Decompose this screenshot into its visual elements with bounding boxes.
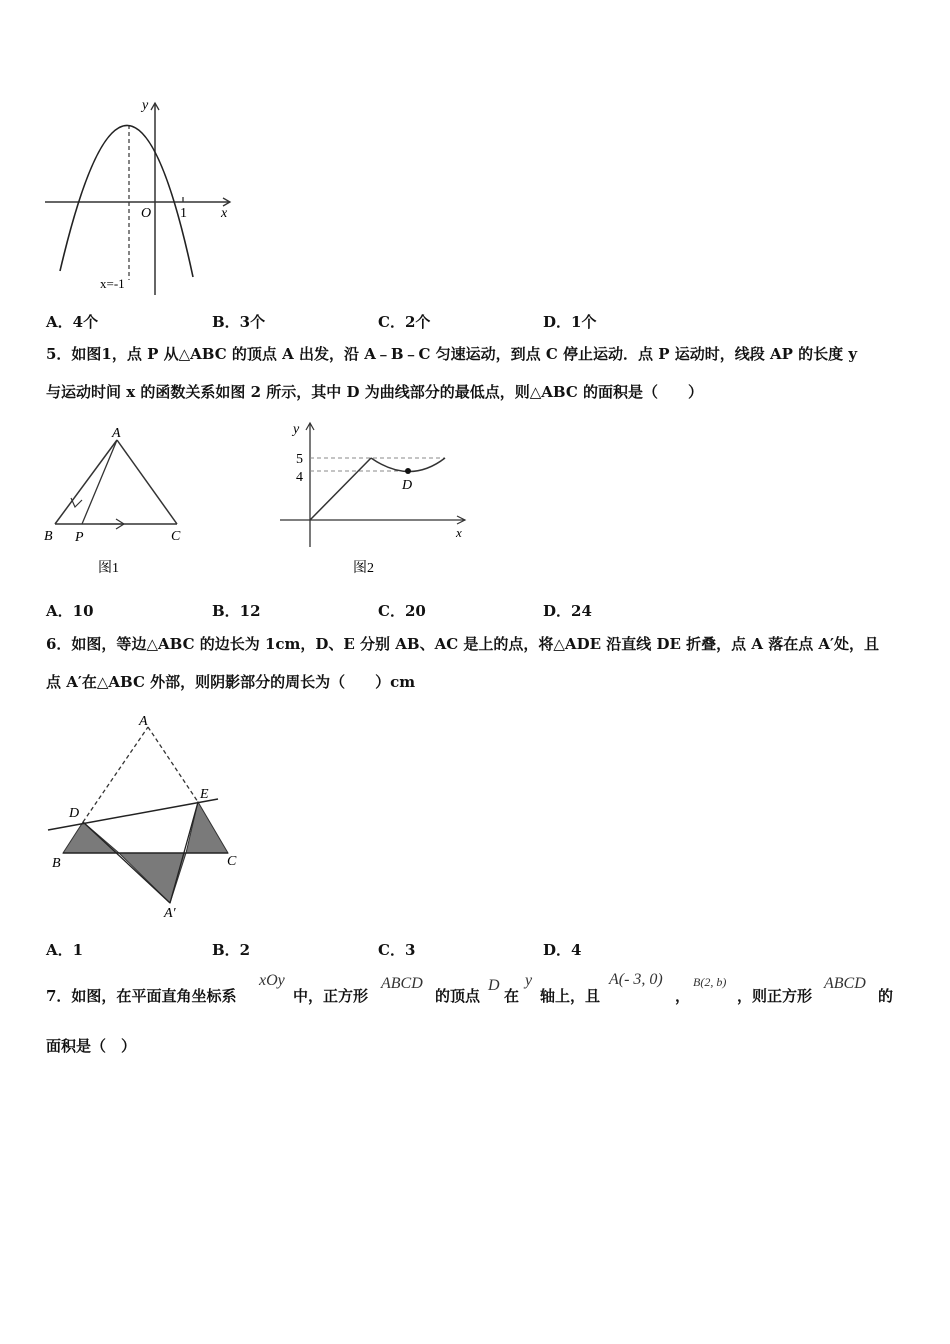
- q6-folded-triangle-figure: [40, 705, 250, 925]
- q7-text-p4: 在: [504, 987, 520, 1005]
- q7-text-p1: 7．如图，在平面直角坐标系: [46, 987, 237, 1005]
- q6-option-d[interactable]: D．4: [543, 941, 582, 959]
- q4-option-c[interactable]: C．2个: [378, 313, 431, 331]
- q7-math-d: D: [488, 977, 500, 994]
- q7-text-p8: 的: [878, 987, 894, 1005]
- fig2-caption: 图2: [353, 561, 374, 576]
- fig2-y-label: y: [293, 422, 300, 437]
- fig2-label-d: D: [402, 478, 413, 493]
- q4-option-d[interactable]: D．1个: [543, 313, 597, 331]
- origin-label: O: [141, 206, 152, 221]
- q5-figure-2: [275, 415, 475, 585]
- q5-option-c[interactable]: C．20: [378, 602, 426, 620]
- fig6-label-b: B: [52, 856, 61, 871]
- fig2-tick-4: 4: [296, 470, 303, 485]
- q6-option-a[interactable]: A．1: [46, 941, 84, 959]
- y-axis-label: y: [142, 98, 149, 113]
- fig1-caption: 图1: [98, 561, 119, 576]
- q7-math-point-a: A(- 3, 0): [609, 971, 663, 988]
- q7-text-p5: 轴上，且: [540, 987, 601, 1005]
- q7-math-point-b: B(2, b): [693, 975, 727, 989]
- fig1-label-b: B: [44, 529, 53, 544]
- fig6-label-d: D: [69, 806, 80, 821]
- q7-math-abcd-1: ABCD: [381, 975, 423, 992]
- q7-text-p3: 的顶点: [435, 987, 481, 1005]
- fig2-tick-5: 5: [296, 452, 303, 467]
- q5-option-a[interactable]: A．10: [46, 602, 94, 620]
- fig1-label-c: C: [171, 529, 181, 544]
- tick-label-1: 1: [180, 206, 187, 221]
- x-axis-label: x: [221, 206, 228, 221]
- fig1-label-a: A: [112, 426, 121, 441]
- q7-math-y: y: [525, 972, 533, 989]
- q7-text-p2: 中，正方形: [293, 987, 369, 1005]
- fig1-label-p: P: [75, 530, 84, 545]
- q4-option-b[interactable]: B．3个: [212, 313, 266, 331]
- q7-math-xoy: xOy: [259, 972, 285, 989]
- q5-text-line1: 5．如图1，点 P 从△ABC 的顶点 A 出发，沿 A﹣B﹣C 匀速运动，到点 C 停止运动．点 P 运动时，线段 AP 的长度 y: [46, 345, 858, 363]
- fig2-x-label: x: [456, 525, 462, 540]
- q5-option-b[interactable]: B．12: [212, 602, 261, 620]
- q7-text-p6: ，: [675, 987, 691, 1005]
- parabola-graph: [40, 95, 240, 300]
- axis-of-symmetry-label: x=-1: [100, 276, 125, 291]
- fig6-label-c: C: [227, 854, 237, 869]
- q5-text-line2: 与运动时间 x 的函数关系如图 2 所示，其中 D 为曲线部分的最低点，则△ABC 的面积是（ ）: [46, 383, 704, 401]
- q4-option-a[interactable]: A．4个: [46, 313, 99, 331]
- q5-option-d[interactable]: D．24: [543, 602, 592, 620]
- fig6-label-a-prime: A′: [164, 906, 176, 921]
- q7-math-abcd-2: ABCD: [824, 975, 866, 992]
- fig6-label-a: A: [139, 714, 148, 729]
- q6-option-b[interactable]: B．2: [212, 941, 251, 959]
- q7-text-line2: 面积是（ ）: [46, 1037, 137, 1055]
- q6-option-c[interactable]: C．3: [378, 941, 416, 959]
- q5-figure-1: [40, 420, 200, 585]
- q6-text-line1: 6．如图，等边△ABC 的边长为 1cm，D、E 分别 AB、AC 是上的点，将△ADE 沿直线 DE 折叠，点 A 落在点 A′处，且: [46, 635, 880, 653]
- q7-text-p7: ，则正方形: [737, 987, 813, 1005]
- q6-text-line2: 点 A′在△ABC 外部，则阴影部分的周长为（ ）cm: [46, 673, 416, 691]
- fig6-label-e: E: [200, 787, 209, 802]
